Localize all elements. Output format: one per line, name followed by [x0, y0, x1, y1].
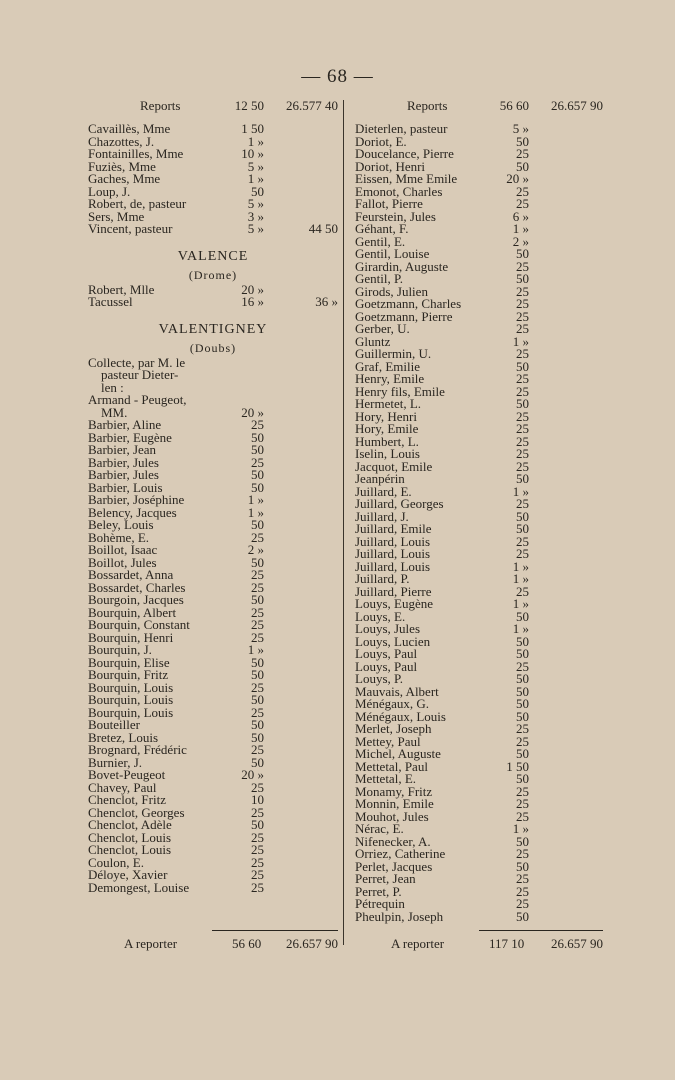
entry-name: Chenclot, Louis: [88, 829, 172, 845]
entry-name: Vincent, pasteur: [88, 221, 173, 236]
entry-amount: 50: [516, 646, 529, 661]
right-reports-amount: 56 60: [499, 98, 529, 113]
entry-name: Barbier, Eugène: [88, 429, 172, 445]
entry-amount: 5 »: [247, 158, 264, 174]
entry-amount: 25: [251, 854, 264, 870]
entry-amount: 1 »: [247, 133, 264, 149]
entry-amount: 1 »: [512, 483, 529, 499]
entry-amount: 25: [516, 283, 529, 299]
entry-amount: 25: [251, 842, 264, 857]
entry-amount: 2 »: [512, 233, 529, 249]
entry-name: Juillard, P.: [355, 571, 410, 586]
entry-amount: 1 »: [512, 596, 529, 611]
entry-name: Mettetal, Paul: [355, 758, 428, 774]
entry-amount: 50: [251, 729, 264, 745]
entry-amount: 50: [516, 471, 529, 486]
entry-name: Barbier, Jules: [88, 454, 159, 470]
entry-amount: 25: [516, 308, 529, 324]
armand-amount: 20 »: [241, 404, 264, 420]
entry-name: Gaches, Mme: [88, 171, 161, 186]
entry-amount: 25: [516, 883, 529, 899]
entry-name: Mettey, Paul: [355, 733, 421, 749]
entry-amount: 50: [516, 696, 529, 711]
entry-name: Louys, Jules: [355, 621, 420, 636]
entry-name: Chenclot, Georges: [88, 804, 185, 820]
entry-name: Louys, Eugène: [355, 596, 433, 611]
entry-name: Bourgoin, Jacques: [88, 592, 184, 607]
entry-name: Perret, P.: [355, 883, 402, 899]
entry-amount: 25: [516, 408, 529, 424]
entry-name: Graf, Emilie: [355, 358, 420, 374]
entry-name: Bovet-Peugeot: [88, 767, 166, 782]
entry-name: Michel, Auguste: [355, 746, 441, 761]
entry-amount: 50: [516, 746, 529, 761]
entry-name: Eissen, Mme Emile: [355, 171, 458, 186]
entry-name: Fuziès, Mme: [88, 158, 156, 174]
entry-amount: 50: [251, 517, 264, 532]
valence-subheading: (Drome): [188, 267, 238, 282]
entry-amount: 50: [251, 592, 264, 607]
armand-line: MM. 20 »: [101, 404, 264, 420]
entry-amount: 1 »: [512, 221, 529, 236]
entry-amount: 25: [516, 183, 529, 199]
entry-amount: 25: [251, 529, 264, 545]
entry-name: Barbier, Louis: [88, 479, 163, 495]
entry-name: Pheulpin, Joseph: [355, 908, 444, 924]
entry-name: Ménégaux, Louis: [355, 708, 446, 724]
entry-amount: 50: [251, 817, 264, 832]
entry-name: Demongest, Louise: [88, 879, 190, 895]
entry-name: Bossardet, Anna: [88, 567, 174, 582]
entry-amount: 50: [516, 683, 529, 699]
entry-amount: 25: [516, 896, 529, 911]
entry-amount: 50: [516, 833, 529, 849]
entry-amount: 1 »: [512, 821, 529, 836]
entry-amount: 50: [251, 667, 264, 682]
entry-amount: 50: [251, 467, 264, 482]
entry-amount: 1 50: [506, 758, 529, 774]
entry-amount: 50: [516, 521, 529, 536]
entry-amount: 50: [516, 246, 529, 261]
entry-name: Juillard, Georges: [355, 496, 444, 511]
entry-name: Bouteiller: [88, 717, 140, 732]
entry-name: Jeanpérin: [355, 471, 405, 486]
entry-name: Perret, Jean: [355, 871, 416, 886]
entry-amount: 10: [251, 792, 264, 807]
armand-line: Armand - Peugeot,: [88, 392, 187, 407]
right-reporter-total: 26.657 90: [551, 936, 603, 951]
entry-amount: 25: [516, 583, 529, 599]
entry-name: Bourquin, Henri: [88, 629, 174, 645]
left-reports-header: [88, 98, 338, 112]
entry-name: Ménégaux, G.: [355, 696, 430, 711]
entry-name: Doriot, E.: [355, 133, 407, 149]
entry-amount: 50: [516, 271, 529, 286]
entry-row: [88, 296, 338, 309]
entry-row: [355, 323, 603, 336]
right-reporter-amount: 117 10: [489, 936, 525, 951]
right-entries: [355, 123, 603, 923]
collecte-line: len :: [101, 379, 124, 395]
right-column: [355, 98, 603, 923]
entry-name: Juillard, Louis: [355, 546, 431, 561]
entry-amount: 50: [516, 508, 529, 524]
entry-amount: 50: [251, 692, 264, 707]
entry-name: Gerber, U.: [355, 321, 410, 336]
entry-amount: 2 »: [247, 542, 264, 557]
entry-amount: 6 »: [512, 208, 529, 224]
entry-name: Barbier, Jean: [88, 442, 157, 457]
entry-amount: 50: [251, 654, 264, 670]
entry-amount: 50: [516, 858, 529, 874]
entry-name: Mauvais, Albert: [355, 683, 439, 699]
entry-amount: 50: [516, 771, 529, 786]
entry-amount: 25: [516, 871, 529, 886]
entry-name: Pétrequin: [355, 896, 405, 911]
entry-amount: 50: [516, 908, 529, 924]
entry-amount: 50: [516, 708, 529, 724]
valentigney-heading: VALENTIGNEY: [158, 321, 268, 337]
entry-name: Juillard, Louis: [355, 558, 431, 574]
entry-amount: 50: [516, 358, 529, 374]
entry-amount: 1 »: [512, 621, 529, 636]
entry-amount: 25: [516, 796, 529, 811]
entry-amount: 25: [251, 604, 264, 620]
entry-amount: 20 »: [241, 767, 264, 782]
entry-name: Robert, de, pasteur: [88, 196, 187, 211]
entry-name: Louys, Lucien: [355, 633, 431, 649]
entry-amount: 50: [251, 429, 264, 445]
entry-amount: 20 »: [506, 171, 529, 186]
entry-amount: 25: [516, 733, 529, 749]
entry-amount: 1 50: [241, 121, 264, 136]
entry-name: Bohème, E.: [88, 529, 150, 545]
entry-name: Monamy, Fritz: [355, 783, 433, 799]
entry-amount: 25: [251, 704, 264, 720]
entry-amount: 50: [516, 633, 529, 649]
entry-amount: 25: [251, 829, 264, 845]
entry-name: Nérac, E.: [355, 821, 404, 836]
entry-name: Barbier, Joséphine: [88, 492, 185, 507]
entry-amount: 1 »: [512, 558, 529, 574]
entry-amount: 25: [251, 454, 264, 470]
entry-amount: 50: [251, 479, 264, 495]
entry-amount: 1 »: [247, 171, 264, 186]
entry-amount: 25: [516, 146, 529, 161]
entry-name: Goetzmann, Charles: [355, 296, 462, 311]
entry-amount: 25: [251, 629, 264, 645]
entry-row: [88, 223, 338, 236]
entry-name: Goetzmann, Pierre: [355, 308, 453, 324]
entry-name: Robert, Mlle: [88, 281, 155, 297]
entry-name: Bretez, Louis: [88, 729, 159, 745]
entry-name: Humbert, L.: [355, 433, 419, 449]
entry-amount: 25: [516, 346, 529, 361]
entry-amount: 5 »: [247, 196, 264, 211]
entry-amount: 25: [251, 417, 264, 432]
entry-name: Cavaillès, Mme: [88, 121, 171, 136]
entry-amount: 5 »: [512, 121, 529, 136]
entry-name: Mouhot, Jules: [355, 808, 429, 824]
entry-amount: 20 »: [241, 281, 264, 297]
right-reports-label: Reports: [407, 98, 448, 113]
entry-amount: 25: [251, 804, 264, 820]
entry-amount: 25: [251, 567, 264, 582]
entry-amount: 50: [516, 671, 529, 686]
valentigney-entries: [88, 419, 338, 894]
entry-name: Tacussel: [88, 294, 133, 309]
entry-name: Chenclot, Adèle: [88, 817, 172, 832]
entry-amount: 25: [251, 867, 264, 882]
entry-amount: 25: [516, 658, 529, 674]
entry-name: Bourquin, Fritz: [88, 667, 169, 682]
entry-name: Chenclot, Fritz: [88, 792, 166, 807]
entry-name: Louys, P.: [355, 671, 404, 686]
entry-name: Hory, Henri: [355, 408, 417, 424]
collecte-line: pasteur Dieter-: [101, 367, 179, 382]
entry-amount: 1 »: [247, 492, 264, 507]
entry-name: Bourquin, J.: [88, 642, 152, 657]
left-reports-label: Reports: [140, 98, 181, 113]
entry-amount: 25: [516, 808, 529, 824]
entry-name: Henry, Emile: [355, 371, 425, 386]
entry-name: Gluntz: [355, 333, 391, 349]
right-reports-total: 26.657 90: [551, 98, 603, 113]
entry-name: Burnier, J.: [88, 754, 142, 770]
entry-name: Juillard, Emile: [355, 521, 432, 536]
entry-amount: 25: [251, 779, 264, 795]
entry-amount: 25: [251, 742, 264, 757]
left-reporter-total: 26.657 90: [286, 936, 338, 951]
entry-name: Louys, Paul: [355, 658, 418, 674]
page-number: — 68 —: [301, 66, 374, 87]
entry-name: Louys, E.: [355, 608, 406, 624]
entry-name: Juillard, E.: [355, 483, 412, 499]
entry-name: Jacquot, Emile: [355, 458, 433, 474]
entry-amount: 25: [516, 546, 529, 561]
entry-row: [355, 908, 603, 924]
entry-name: Emonot, Charles: [355, 183, 443, 199]
entry-amount: 1 »: [512, 571, 529, 586]
entry-amount: 25: [516, 371, 529, 386]
entry-name: Chazottes, J.: [88, 133, 155, 149]
entry-name: Barbier, Aline: [88, 417, 162, 432]
entry-name: Merlet, Joseph: [355, 721, 432, 736]
entry-name: Gentil, Louise: [355, 246, 430, 261]
entry-amount: 25: [251, 879, 264, 895]
entry-amount: 25: [516, 383, 529, 399]
entry-name: Orriez, Catherine: [355, 846, 446, 861]
left-footer-rule: [212, 930, 338, 931]
entry-name: Bourquin, Albert: [88, 604, 177, 620]
entry-amount: 25: [516, 533, 529, 549]
valence-entries: [88, 281, 338, 309]
entry-amount: 25: [516, 721, 529, 736]
entry-amount: 25: [516, 446, 529, 461]
entry-name: Coulon, E.: [88, 854, 144, 870]
entry-name: Bourquin, Elise: [88, 654, 170, 670]
left-column: [88, 98, 338, 894]
entry-amount: 10 »: [241, 146, 264, 161]
entry-amount: 50: [251, 754, 264, 770]
left-reporter-amount: 56 60: [232, 936, 262, 951]
entry-name: Chenclot, Louis: [88, 842, 172, 857]
entry-name: Juillard, J.: [355, 508, 409, 524]
entry-subtotal: 44 50: [308, 221, 338, 236]
entry-name: Henry fils, Emile: [355, 383, 445, 399]
left-reporter-label: A reporter: [124, 936, 178, 951]
entry-name: Beley, Louis: [88, 517, 154, 532]
entry-amount: 50: [251, 442, 264, 457]
entry-name: Brognard, Frédéric: [88, 742, 187, 757]
entry-amount: 25: [516, 321, 529, 336]
entry-amount: 1 »: [512, 333, 529, 349]
entry-name: Boillot, Jules: [88, 554, 157, 570]
entry-amount: 50: [516, 158, 529, 174]
entry-amount: 3 »: [247, 208, 264, 224]
column-divider: [343, 100, 344, 945]
valence-heading: VALENCE: [177, 248, 249, 264]
left-reports-amount: 12 50: [234, 98, 264, 113]
entry-name: Hermetet, L.: [355, 396, 422, 411]
entry-amount: 5 »: [247, 221, 264, 236]
entry-amount: 25: [516, 258, 529, 274]
entry-name: Mettetal, E.: [355, 771, 417, 786]
entry-subtotal: 36 »: [315, 294, 338, 309]
entry-amount: 50: [251, 717, 264, 732]
left-reports-total: 26.577 40: [286, 98, 338, 113]
entry-name: Sers, Mme: [88, 208, 145, 224]
entry-name: Bourquin, Constant: [88, 617, 190, 632]
entry-name: Doriot, Henri: [355, 158, 426, 174]
entry-row: [88, 879, 338, 895]
entry-amount: 50: [251, 183, 264, 199]
entry-amount: 25: [516, 421, 529, 436]
entry-name: Juillard, Louis: [355, 533, 431, 549]
entry-name: Bourquin, Louis: [88, 679, 174, 695]
right-footer-rule: [479, 930, 603, 931]
entry-name: Boillot, Isaac: [88, 542, 158, 557]
entry-name: Belency, Jacques: [88, 504, 177, 520]
entry-name: Juillard, Pierre: [355, 583, 432, 599]
entry-name: Doucelance, Pierre: [355, 146, 454, 161]
entry-amount: 1 »: [247, 642, 264, 657]
entry-amount: 50: [516, 396, 529, 411]
entry-amount: 50: [516, 608, 529, 624]
entry-name: Déloye, Xavier: [88, 867, 168, 882]
valentigney-subheading: (Doubs): [189, 340, 237, 355]
entry-name: Monnin, Emile: [355, 796, 434, 811]
entry-amount: 25: [251, 679, 264, 695]
entry-amount: 25: [251, 617, 264, 632]
entry-name: Gentil, E.: [355, 233, 406, 249]
entry-amount: 25: [516, 783, 529, 799]
entry-name: Loup, J.: [88, 183, 131, 199]
entry-name: Nifenecker, A.: [355, 833, 431, 849]
entry-name: Barbier, Jules: [88, 467, 159, 482]
entry-amount: 25: [251, 579, 264, 595]
entry-name: Girods, Julien: [355, 283, 428, 299]
entry-name: Bourquin, Louis: [88, 692, 174, 707]
entry-name: Dieterlen, pasteur: [355, 121, 448, 136]
right-reporter-label: A reporter: [391, 936, 445, 951]
entry-name: Gentil, P.: [355, 271, 404, 286]
entry-amount: 25: [516, 496, 529, 511]
entry-amount: 25: [516, 846, 529, 861]
entry-amount: 50: [516, 133, 529, 149]
right-reports-header: [355, 98, 603, 112]
left-entries: [88, 123, 338, 236]
entry-name: Fallot, Pierre: [355, 196, 423, 211]
entry-amount: 1 »: [247, 504, 264, 520]
entry-amount: 25: [516, 458, 529, 474]
entry-name: Bossardet, Charles: [88, 579, 186, 595]
entry-name: Hory, Emile: [355, 421, 419, 436]
entry-name: Chavey, Paul: [88, 779, 157, 795]
entry-amount: 50: [251, 554, 264, 570]
entry-name: Iselin, Louis: [355, 446, 420, 461]
entry-name: Perlet, Jacques: [355, 858, 433, 874]
entry-name: Guillermin, U.: [355, 346, 432, 361]
entry-amount: 16 »: [241, 294, 264, 309]
entry-amount: 25: [516, 196, 529, 211]
entry-name: Bourquin, Louis: [88, 704, 174, 720]
entry-name: Feurstein, Jules: [355, 208, 436, 224]
entry-amount: 25: [516, 433, 529, 449]
entry-name: Girardin, Auguste: [355, 258, 449, 274]
entry-name: Géhant, F.: [355, 221, 409, 236]
entry-amount: 25: [516, 296, 529, 311]
collecte-line: Collecte, par M. le: [88, 354, 186, 370]
entry-name: Fontainilles, Mme: [88, 146, 184, 161]
entry-name: Louys, Paul: [355, 646, 418, 661]
